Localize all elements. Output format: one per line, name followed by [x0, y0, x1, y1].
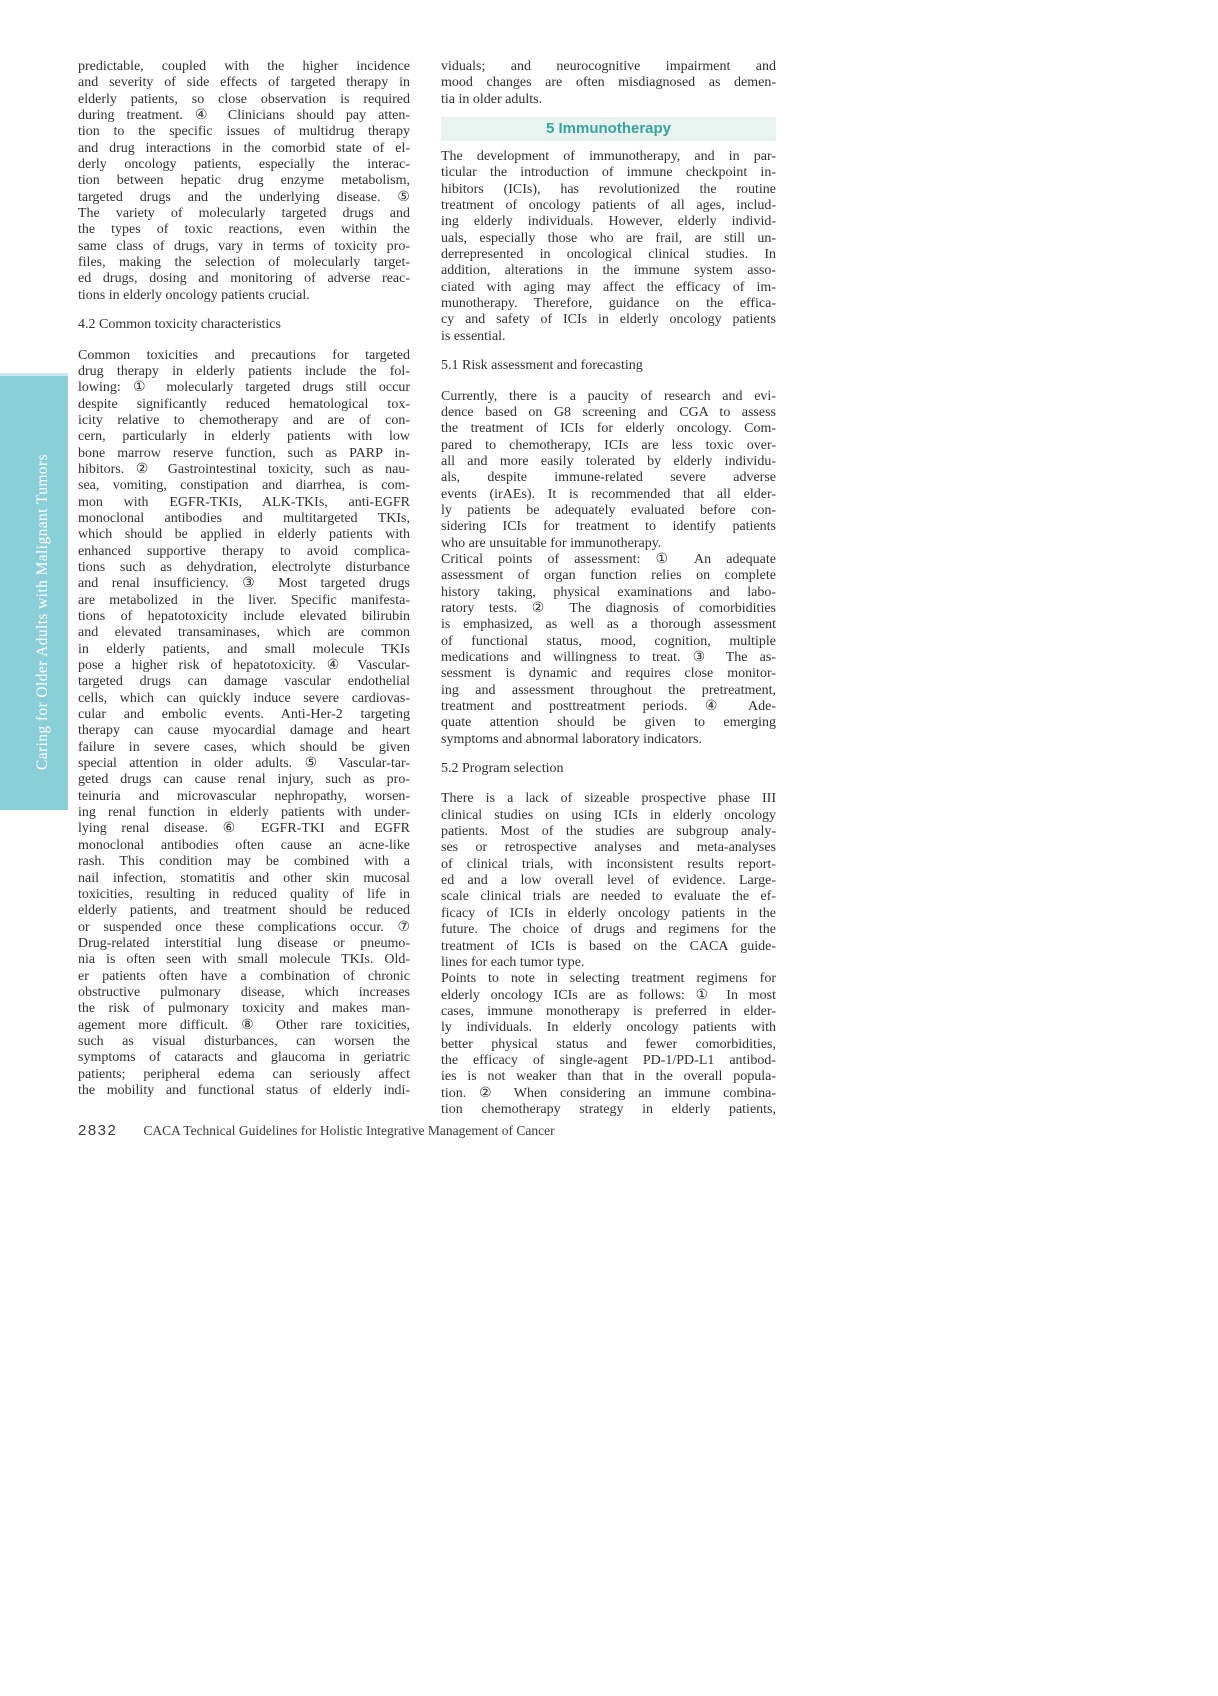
subsection-heading: 4.2 Common toxicity characteristics: [78, 317, 281, 333]
text-line: monoclonal antibodies often cause an acne-like: [78, 837, 410, 853]
text-line: which should be applied in elderly patients with: [78, 527, 410, 543]
text-line: such as visual disturbances, can worsen the: [78, 1033, 410, 1049]
text-line: rash. This condition may be combined with a: [78, 854, 410, 870]
text-line: sidering ICIs for treatment to identify patients: [441, 519, 776, 535]
text-line: tions in elderly oncology patients crucial.: [78, 287, 310, 303]
paragraph: [441, 552, 776, 748]
text-line: pose a higher risk of hepatotoxicity. ④ Vascular-: [78, 658, 410, 674]
text-line: pared to chemotherapy, ICIs are less toxic over-: [441, 437, 776, 453]
text-line: tion chemotherapy strategy in elderly patients,: [441, 1101, 776, 1117]
text-line: tion to the specific issues of multidrug therapy: [78, 124, 410, 140]
paragraph: [78, 59, 410, 304]
text-line: sea, vomiting, constipation and diarrhea, is com-: [78, 478, 410, 494]
text-line: tion between hepatic drug enzyme metabolism,: [78, 173, 410, 189]
text-line: the efficacy of single-agent PD-1/PD-L1 antibod-: [441, 1052, 776, 1068]
text-line: ing elderly individuals. However, elderly individ-: [441, 214, 776, 230]
text-line: assessment of organ function relies on complete: [441, 568, 776, 584]
section-header: 5 Immunotherapy: [441, 117, 776, 141]
text-line: derly oncology patients, especially the interac-: [78, 157, 410, 173]
paragraph: [441, 791, 776, 971]
text-column-left: [78, 59, 410, 1099]
text-line: are metabolized in the liver. Specific manifesta-: [78, 592, 410, 608]
text-line: of clinical trials, with inconsistent results report-: [441, 856, 776, 872]
text-line: drug therapy in elderly patients include the fol-: [78, 363, 410, 379]
text-line: mon with EGFR-TKIs, ALK-TKIs, anti-EGFR: [78, 494, 410, 510]
text-line: files, making the selection of molecularly target-: [78, 255, 410, 271]
text-line: enhanced supportive therapy to avoid complica-: [78, 543, 410, 559]
text-line: treatment and posttreatment periods. ④ Ade-: [441, 699, 776, 715]
text-line: cells, which can quickly induce severe cardiovas-: [78, 690, 410, 706]
text-line: treatment of oncology patients of all ages, includ-: [441, 198, 776, 214]
text-line: uals, especially those who are frail, are still un-: [441, 230, 776, 246]
text-line: special attention in older adults. ⑤ Vascular-tar-: [78, 756, 410, 772]
text-line: ly patients be adequately evaluated before con-: [441, 502, 776, 518]
text-line: history taking, physical examinations and labo-: [441, 584, 776, 600]
text-line: cases, immune monotherapy is preferred in elder-: [441, 1003, 776, 1019]
text-line: ed and a low overall level of evidence. Large-: [441, 873, 776, 889]
text-line: ticular the introduction of immune checkpoint in-: [441, 165, 776, 181]
text-line: lowing: ① molecularly targeted drugs still occur: [78, 380, 410, 396]
paragraph: [78, 348, 410, 1100]
text-line: tions such as dehydration, electrolyte disturbance: [78, 559, 410, 575]
text-line: all and more easily tolerated by elderly individu-: [441, 453, 776, 469]
text-line: and severity of side effects of targeted therapy in: [78, 75, 410, 91]
text-line: toxicities, resulting in reduced quality of life in: [78, 886, 410, 902]
text-line: better physical status and fewer comorbidities,: [441, 1036, 776, 1052]
subsection-heading: 5.1 Risk assessment and forecasting: [441, 358, 643, 374]
text-line: the risk of pulmonary toxicity and makes man-: [78, 1001, 410, 1017]
text-line: patients. Most of the studies are subgroup analy-: [441, 824, 776, 840]
text-line: medications and willingness to treat. ③ The as-: [441, 650, 776, 665]
text-line: er patients often have a combination of chronic: [78, 968, 410, 984]
text-line: is emphasized, as well as a thorough assessment: [441, 617, 776, 633]
text-line: ing and assessment throughout the pretreatment,: [441, 682, 776, 698]
text-line: events (irAEs). It is recommended that all elder-: [441, 486, 776, 502]
text-line: same class of drugs, vary in terms of toxicity pro-: [78, 238, 410, 254]
text-column-right: [441, 59, 776, 1118]
text-line: predictable, coupled with the higher incidence: [78, 59, 410, 74]
text-line: ficacy of ICIs in elderly oncology patients in the: [441, 905, 776, 921]
text-line: ing renal function in elderly patients with under-: [78, 805, 410, 821]
text-line: bone marrow reserve function, such as PARP in-: [78, 445, 410, 461]
page-number: 2832: [78, 1122, 118, 1139]
text-line: Points to note in selecting treatment regimens for: [441, 971, 776, 987]
text-line: dence based on G8 screening and CGA to assess: [441, 404, 776, 420]
text-line: The development of immunotherapy, and in par-: [441, 149, 776, 165]
text-line: tia in older adults.: [441, 91, 543, 107]
text-line: elderly patients, and treatment should be reduced: [78, 903, 410, 919]
text-line: als, despite immune-related severe adverse: [441, 470, 776, 486]
text-line: ses or retrospective analyses and meta-analyses: [441, 840, 776, 856]
text-line: cern, particularly in elderly patients with low: [78, 429, 410, 445]
text-line: and renal insufficiency. ③ Most targeted drugs: [78, 576, 410, 592]
text-line: Drug-related interstitial lung disease or pneumo-: [78, 935, 410, 951]
text-line: in elderly patients, and small molecule TKIs: [78, 641, 410, 657]
text-line: symptoms and abnormal laboratory indicators.: [441, 731, 702, 747]
text-line: sessment is dynamic and requires close monitor-: [441, 666, 776, 682]
text-line: hibitors (ICIs), has revolutionized the routine: [441, 181, 776, 197]
page-footer: [78, 1122, 738, 1139]
text-line: targeted drugs can damage vascular endothelial: [78, 674, 410, 690]
text-line: during treatment. ④ Clinicians should pay atten-: [78, 108, 410, 124]
text-line: geted drugs can cause renal injury, such as pro-: [78, 772, 410, 788]
text-line: elderly oncology ICIs are as follows: ① In most: [441, 987, 776, 1003]
text-line: future. The choice of drugs and regimens for the: [441, 922, 776, 938]
text-line: ciated with aging may affect the efficacy of im-: [441, 279, 776, 295]
text-line: ratory tests. ② The diagnosis of comorbidities: [441, 600, 776, 616]
text-line: clinical studies on using ICIs in elderly oncology: [441, 807, 776, 823]
text-line: Common toxicities and precautions for targeted: [78, 347, 410, 363]
text-line: teinuria and microvascular nephropathy, worsen-: [78, 788, 410, 804]
subsection-heading: 5.2 Program selection: [441, 761, 564, 777]
text-line: nail infection, stomatitis and other skin mucosal: [78, 870, 410, 886]
text-line: nia is often seen with small molecule TKIs. Old-: [78, 952, 410, 968]
text-line: and drug interactions in the comorbid state of el-: [78, 140, 410, 156]
text-line: lying renal disease. ⑥ EGFR-TKI and EGFR: [78, 821, 410, 837]
text-line: obstructive pulmonary disease, which increases: [78, 984, 410, 1000]
text-line: There is a lack of sizeable prospective phase III: [441, 791, 776, 807]
text-line: cular and embolic events. Anti-Her-2 targeting: [78, 707, 410, 723]
chapter-title-vertical: Caring for Older Adults with Malignant Tumors: [34, 454, 51, 770]
text-line: treatment of ICIs is based on the CACA guide-: [441, 938, 776, 954]
paragraph: [441, 149, 776, 345]
text-line: viduals; and neurocognitive impairment and: [441, 59, 776, 74]
text-line: elderly patients, so close observation is required: [78, 91, 410, 107]
paragraph: [441, 389, 776, 552]
text-line: tion. ② When considering an immune combina-: [441, 1085, 776, 1101]
text-line: and elevated transaminases, which are common: [78, 625, 410, 641]
text-line: the treatment of ICIs for elderly oncology. Com-: [441, 421, 776, 437]
text-line: patients; peripheral edema can seriously affect: [78, 1066, 410, 1082]
text-line: ies is not weaker than that in the overall popula-: [441, 1069, 776, 1085]
text-line: mood changes are often misdiagnosed as demen-: [441, 75, 776, 91]
text-line: symptoms of cataracts and glaucoma in geriatric: [78, 1050, 410, 1066]
text-line: The variety of molecularly targeted drugs and: [78, 206, 410, 222]
text-line: the types of toxic reactions, even within the: [78, 222, 410, 238]
paragraph: [441, 59, 776, 108]
text-line: ed drugs, dosing and monitoring of adverse reac-: [78, 271, 410, 287]
text-line: failure in severe cases, which should be given: [78, 739, 410, 755]
text-line: Critical points of assessment: ① An adequate: [441, 551, 776, 567]
text-line: hibitors. ② Gastrointestinal toxicity, such as nau-: [78, 461, 410, 477]
paragraph: [441, 971, 776, 1118]
text-line: scale clinical trials are needed to evaluate the ef-: [441, 889, 776, 905]
text-line: quate attention should be given to emerging: [441, 715, 776, 731]
text-line: Currently, there is a paucity of research and evi-: [441, 388, 776, 404]
text-line: is essential.: [441, 328, 506, 344]
text-line: the mobility and functional status of elderly indi-: [78, 1082, 410, 1098]
text-line: lines for each tumor type.: [441, 954, 585, 970]
text-line: agement more difficult. ⑧ Other rare toxicities,: [78, 1017, 410, 1033]
text-line: therapy can cause myocardial damage and heart: [78, 723, 410, 739]
text-line: icity relative to chemotherapy and are of con-: [78, 412, 410, 428]
text-line: of functional status, mood, cognition, multiple: [441, 633, 776, 649]
text-line: ly individuals. In elderly oncology patients with: [441, 1020, 776, 1036]
text-line: cy and safety of ICIs in elderly oncology patients: [441, 312, 776, 328]
text-line: munotherapy. Therefore, guidance on the effica-: [441, 296, 776, 312]
text-line: despite significantly reduced hematological tox-: [78, 396, 410, 412]
running-title: CACA Technical Guidelines for Holistic Integrative Management of Cancer: [143, 1123, 555, 1138]
text-line: addition, alterations in the immune system asso-: [441, 263, 776, 279]
text-line: targeted drugs and the underlying disease. ⑤: [78, 189, 410, 205]
text-line: tions of hepatotoxicity include elevated bilirubin: [78, 609, 410, 624]
text-line: or suspended once these complications occur. ⑦: [78, 919, 410, 935]
text-line: derrepresented in oncological clinical studies. In: [441, 247, 776, 263]
text-line: monoclonal antibodies and multitargeted TKIs,: [78, 510, 410, 526]
text-line: who are unsuitable for immunotherapy.: [441, 535, 662, 551]
